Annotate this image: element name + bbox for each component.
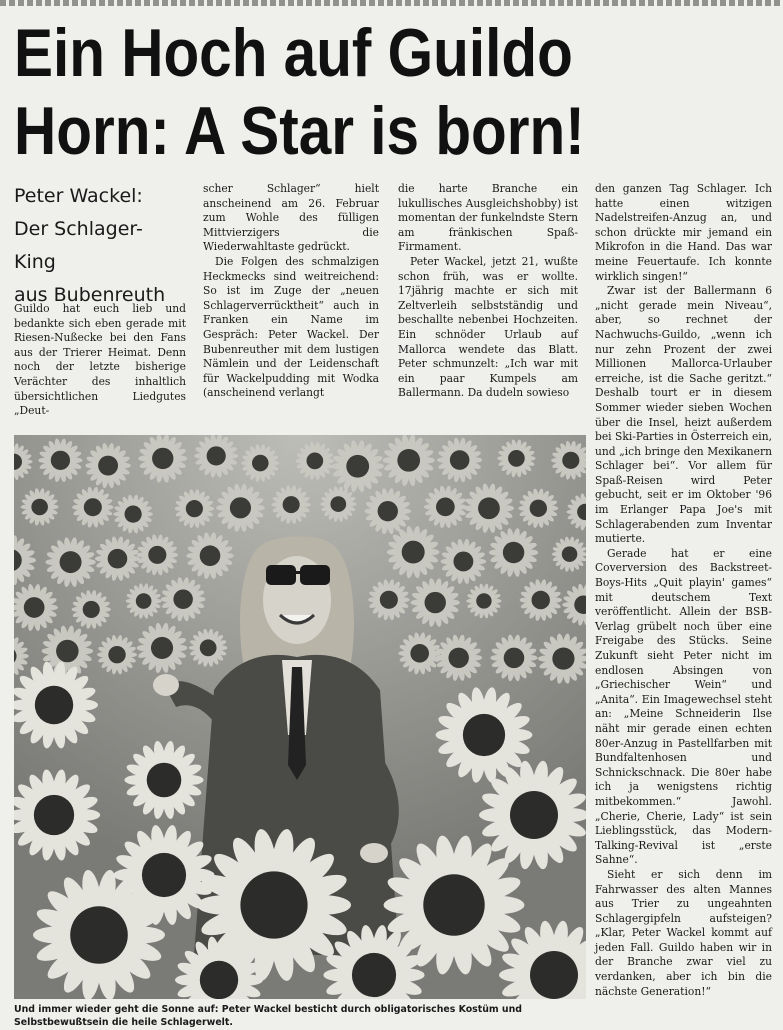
kicker-line-3: aus Bubenreuth — [14, 284, 166, 306]
headline-line-1: Ein Hoch auf Guildo — [14, 15, 573, 91]
paragraph: scher Schlager“ hielt anscheinend am 26. Februar zum Wohle des fülligen Mittvierzigers die Wiederwahltaste gedrückt. — [203, 182, 379, 254]
paragraph: den ganzen Tag Schlager. Ich hatte einen witzigen Nadelstreifen-Anzug an, und schon drückte mir jemand ein Mikrofon in die Hand. Das war meine Feuertaufe. Ich konnte wirklich singen!“ — [595, 182, 772, 283]
kicker-line-2: Der Schlager-King — [14, 218, 143, 273]
headline — [14, 14, 668, 170]
kicker — [14, 180, 184, 312]
kicker-line-1: Peter Wackel: — [14, 185, 143, 207]
article-column-3 — [398, 182, 578, 401]
paragraph: Gerade hat er eine Coverversion des Backstreet-Boys-Hits „Quit playin' games“ mit deutschem Text veröffentlicht. Allein der BSB-Verlag grübelt noch über eine Freigabe des Stücks. Seine Zukunft sieht Peter nicht im endlosen Absingen von „Griechischer Wein“ und „Anita“. Ein Imagewechsel steht an: „Meine Schneiderin Ilse näht mir gerade einen echten 80er-Anzug in Pastellfarben mit Bundfaltenhosen und Schnickschnack. Die 80er habe ich ja wenigstens richtig mitbekommen.“ Jawohl. „Cherie, Cherie, Lady“ ist sein Lieblingsstück, das Modern-Talking-Revival ist „erste Sahne“. — [595, 546, 772, 867]
paragraph: Sieht er sich denn im Fahrwasser des alten Mannes aus Trier zu ungeahnten Schlagergipfeln aufsteigen? „Klar, Peter Wackel kommt auf jeden Fall. Guildo haben wir in der Branche zwar viel zu verdanken, aber ich bin die nächste Generation!“ — [595, 867, 772, 998]
photo-caption: Und immer wieder geht die Sonne auf: Peter Wackel besticht durch obligatorisches Kostüm und Selbstbewußtsein die heile Schlagerwelt. — [14, 1004, 522, 1028]
sunflower-photo — [14, 435, 586, 999]
paragraph: Die Folgen des schmalzigen Heckmecks sind weitreichend: So ist im Zuge der „neuen Schlagerverrücktheit“ auch in Franken ein Name im Gespräch: Peter Wackel. Der Bubenreuther mit dem lustigen Nämlein und der Leidenschaft für Wackelpudding mit Wodka (anscheinend verlangt — [203, 254, 379, 400]
top-rule — [0, 0, 783, 6]
paragraph: Zwar ist der Ballermann 6 „nicht gerade mein Niveau“, aber, so rechnet der Nachwuchs-Guildo, „wenn ich nur zehn Prozent der zwei Millionen Mallorca-Urlauber erreiche, ist die Sache geritzt.“ Deshalb tourt er in diesem Sommer wieder sieben Wochen über die Insel, heizt außerdem bei Ski-Parties in Österreich ein, und „ich bringe den Mexikanern Schlager bei“. Vor allem für Spaß-Reisen wird Peter gebucht, seit er im Oktober '96 im Erlanger Papa Joe's mit Schlagerabenden zum Inventar mutierte. — [595, 284, 772, 546]
paragraph: Guildo hat euch lieb und bedankte sich eben gerade mit Riesen-Nußecke bei den Fans aus der Trierer Heimat. Denn noch der letzte bisherige Verächter des inhaltlich übersichtlichen Liedgutes „Deut- — [14, 302, 186, 418]
article-column-4 — [595, 182, 772, 999]
article-column-2 — [203, 182, 379, 401]
paragraph: Peter Wackel, jetzt 21, wußte schon früh, was er wollte. 17jährig machte er sich mit Zeltverleih selbstständig und beschallte nebenbei Hochzeiten. Ein schnöder Urlaub auf Mallorca wendete das Blatt. Peter schmunzelt: „Ich war mit ein paar Kumpels am Ballermann. Da dudeln sowieso — [398, 254, 578, 400]
paragraph: die harte Branche ein lukullisches Ausgleichshobby) ist momentan der funkelndste Stern am fränkischen Spaß-Firmament. — [398, 182, 578, 254]
headline-line-2: Horn: A Star is born! — [14, 93, 585, 169]
article-column-1 — [14, 302, 186, 419]
